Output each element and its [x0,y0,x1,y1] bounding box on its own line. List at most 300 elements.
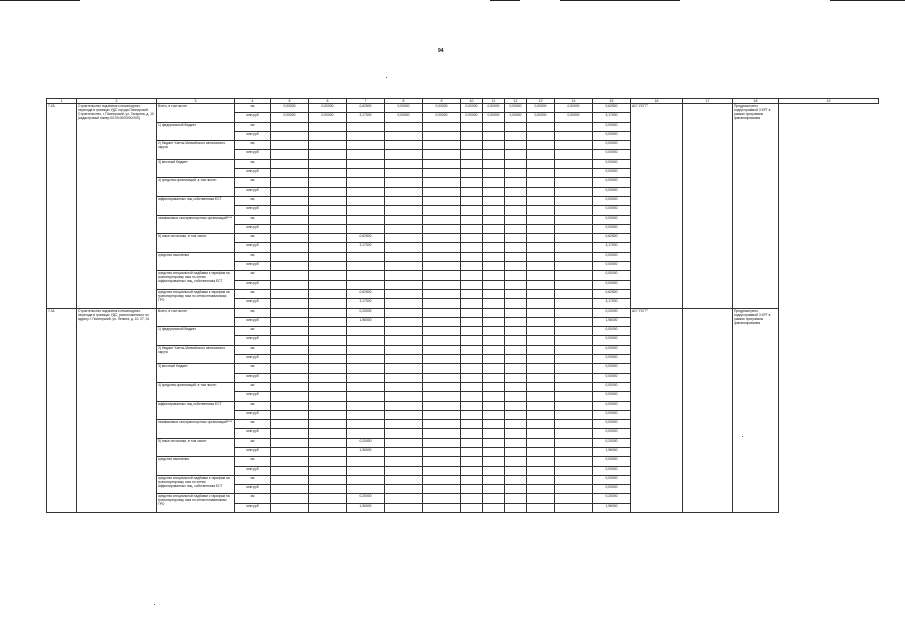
value-cell [461,196,483,205]
value-cell [385,196,423,205]
value-cell [271,392,309,401]
value-cell [385,169,423,178]
value-cell [309,159,347,168]
value-cell [271,122,309,131]
value-cell [423,494,461,503]
value-cell [527,243,555,252]
value-cell [505,373,527,382]
value-cell [385,466,423,475]
value-cell: 0,00000 [593,252,631,261]
value-cell [555,447,593,456]
column-header: 13 [527,99,555,104]
value-cell [483,429,505,438]
value-cell [385,271,423,280]
value-cell [347,159,385,168]
value-cell [309,485,347,494]
value-cell [461,373,483,382]
value-cell [505,392,527,401]
value-cell [527,373,555,382]
unit-cell: млн.руб [235,187,271,196]
value-cell [423,438,461,447]
value-cell [483,280,505,289]
value-cell [483,401,505,410]
speck [154,604,155,605]
value-cell [309,317,347,326]
value-cell [309,355,347,364]
value-cell [309,187,347,196]
value-cell [483,373,505,382]
value-cell [385,308,423,317]
value-cell [483,345,505,354]
value-cell [423,327,461,336]
value-cell [505,345,527,354]
value-cell [385,122,423,131]
unit-cell: км [235,289,271,298]
value-cell [309,429,347,438]
value-cell: 0,00000 [593,169,631,178]
value-cell [271,141,309,150]
value-cell: 1,96000 [347,447,385,456]
value-cell [527,234,555,243]
value-cell [309,280,347,289]
value-cell [555,410,593,419]
value-cell [483,141,505,150]
value-cell [271,252,309,261]
value-cell [505,159,527,168]
value-cell [423,355,461,364]
value-cell [271,429,309,438]
unit-cell: млн.руб [235,262,271,271]
value-cell [461,299,483,308]
value-cell [423,141,461,150]
value-cell [347,252,385,261]
funding-source: аффилированных лиц собственника ЕСТ [157,401,235,420]
value-cell [505,401,527,410]
value-cell [555,299,593,308]
value-cell [461,234,483,243]
value-cell [505,364,527,373]
value-cell [271,420,309,429]
value-cell [347,401,385,410]
value-cell [527,364,555,373]
value-cell [309,401,347,410]
value-cell [483,382,505,391]
value-cell [505,243,527,252]
value-cell: 0,00000 [593,466,631,475]
unit-cell: км [235,364,271,373]
value-cell [555,289,593,298]
value-cell [385,475,423,484]
value-cell: 0,00000 [271,104,309,113]
value-cell: 0,62500 [593,234,631,243]
value-cell [527,475,555,484]
value-cell [555,373,593,382]
funding-source: аффилированных лиц собственника ЕСТ [157,196,235,215]
value-cell [309,447,347,456]
unit-cell: млн.руб [235,410,271,419]
funding-source: Всего, в том числе: [157,104,235,123]
value-cell [461,317,483,326]
value-cell [271,243,309,252]
value-cell [483,122,505,131]
unit-cell: млн.руб [235,336,271,345]
column-header: 16 [631,99,683,104]
unit-cell: млн.руб [235,243,271,252]
value-cell [527,466,555,475]
value-cell: 0,00000 [593,410,631,419]
value-cell [555,169,593,178]
value-cell [505,308,527,317]
value-cell [347,187,385,196]
funding-source: 5) иные источники, в том числе: [157,438,235,457]
value-cell [309,364,347,373]
value-cell [423,475,461,484]
value-cell: 0,00000 [593,262,631,271]
value-cell [461,308,483,317]
value-cell: 0,20000 [347,308,385,317]
unit-cell: млн.руб [235,224,271,233]
column-header: 12 [505,99,527,104]
value-cell [527,327,555,336]
value-cell [423,308,461,317]
value-cell [555,252,593,261]
value-cell: 0,62500 [347,289,385,298]
value-cell [555,131,593,140]
value-cell [483,243,505,252]
value-cell [385,150,423,159]
unit-cell: млн.руб [235,131,271,140]
value-cell [555,280,593,289]
column-header: 9 [423,99,461,104]
value-cell [527,169,555,178]
speck [742,436,743,437]
value-cell [505,234,527,243]
value-cell [309,150,347,159]
value-cell [527,345,555,354]
value-cell: 0,00000 [385,113,423,122]
value-cell [423,169,461,178]
value-cell [461,364,483,373]
value-cell [423,317,461,326]
value-cell [505,475,527,484]
value-cell [461,336,483,345]
value-cell [505,196,527,205]
value-cell [271,280,309,289]
value-cell [555,485,593,494]
top-edge-line [560,0,680,1]
value-cell [347,271,385,280]
value-cell [309,131,347,140]
value-cell [385,373,423,382]
value-cell [505,169,527,178]
value-cell [423,215,461,224]
value-cell [347,429,385,438]
value-cell: 3,17000 [593,243,631,252]
value-cell [347,382,385,391]
value-cell [483,206,505,215]
value-cell [527,401,555,410]
value-cell [483,494,505,503]
value-cell [527,420,555,429]
value-cell [385,280,423,289]
value-cell [385,438,423,447]
value-cell: 0,20000 [347,494,385,503]
value-cell [271,373,309,382]
value-cell [555,150,593,159]
funding-source: 2) бюджет Ханты-Мансийского автономного округа [157,345,235,364]
unit-cell: км [235,252,271,261]
value-cell [555,317,593,326]
value-cell [385,159,423,168]
value-cell [527,485,555,494]
value-cell [483,234,505,243]
value-cell [527,271,555,280]
column-header: 11 [483,99,505,104]
value-cell [461,447,483,456]
value-cell [505,457,527,466]
value-cell [309,299,347,308]
item-number: 7.43. [47,104,77,309]
value-cell: 0,62500 [593,289,631,298]
value-cell [271,494,309,503]
value-cell [385,299,423,308]
value-cell [271,336,309,345]
value-cell: 1,96000 [347,317,385,326]
value-cell [483,447,505,456]
value-cell [347,373,385,382]
value-cell [505,466,527,475]
value-cell [483,336,505,345]
value-cell [461,327,483,336]
value-cell: 0,00000 [505,104,527,113]
funding-source: средства специальной надбавки к тарифам на транспортировку газа по сетям независимых ГРО [157,494,235,513]
value-cell [461,392,483,401]
value-cell [461,150,483,159]
value-cell [505,150,527,159]
value-cell [271,466,309,475]
value-cell [385,503,423,512]
note: Предусмотрено подпрограммой 3 КРТ в рамках программы финансирования [733,104,779,309]
value-cell: 0,20000 [593,308,631,317]
unit-cell: км [235,438,271,447]
column-header: 18 [733,99,779,104]
value-cell [271,178,309,187]
value-cell: 0,00000 [593,392,631,401]
value-cell [385,141,423,150]
value-cell [555,178,593,187]
value-cell: 3,17000 [347,243,385,252]
value-cell [309,308,347,317]
value-cell [555,327,593,336]
value-cell [461,215,483,224]
unit-cell: км [235,215,271,224]
value-cell [347,475,385,484]
funding-source: 3) местный бюджет [157,364,235,383]
column-header: 6 [309,99,347,104]
value-cell [385,494,423,503]
value-cell [461,429,483,438]
column-header: 10 [461,99,483,104]
value-cell [271,438,309,447]
value-cell [423,401,461,410]
value-cell [309,289,347,298]
value-cell [309,271,347,280]
value-cell [423,224,461,233]
value-cell [461,420,483,429]
value-cell [347,345,385,354]
value-cell [347,141,385,150]
value-cell [461,345,483,354]
value-cell [527,252,555,261]
page-number: 94 [438,48,444,54]
value-cell [527,438,555,447]
value-cell [461,252,483,261]
value-cell [555,503,593,512]
value-cell [483,475,505,484]
unit-cell: млн.руб [235,503,271,512]
value-cell [423,345,461,354]
value-cell [461,159,483,168]
value-cell [309,327,347,336]
value-cell [347,336,385,345]
value-cell: 0,00000 [593,187,631,196]
unit-cell: млн.руб [235,466,271,475]
value-cell [555,234,593,243]
unit-cell: км [235,308,271,317]
value-cell [347,420,385,429]
funding-source: независимых газотранспортных организаций**** [157,215,235,234]
value-cell [347,410,385,419]
value-cell [461,280,483,289]
value-cell [271,206,309,215]
value-cell: 0,00000 [527,113,555,122]
value-cell: 0,00000 [593,159,631,168]
value-cell: 3,17000 [347,113,385,122]
value-cell [555,457,593,466]
funding-source: средства специальной надбавки к тарифам на транспортировку газа по сетям независимых ГРО [157,289,235,308]
value-cell [385,336,423,345]
value-cell [461,503,483,512]
value-cell [555,364,593,373]
value-cell [505,327,527,336]
value-cell [527,141,555,150]
unit-cell: км [235,104,271,113]
value-cell: 0,00000 [593,401,631,410]
value-cell [347,327,385,336]
value-cell [555,355,593,364]
note: Предусмотрено подпрограммой 3 КРТ в рамках программы финансирования [733,308,779,513]
value-cell: 0,00000 [593,355,631,364]
value-cell [505,280,527,289]
value-cell [461,485,483,494]
value-cell: 0,00000 [593,280,631,289]
object-description: Строительство подземного пешеходного перехода в границах УДС города Пионерский. Строительство, г. Пионерский, ул. Гагарина, д. 10 (кадастровый номер 00:00:0000000:000) [77,104,157,309]
value-cell [461,271,483,280]
value-cell [271,345,309,354]
value-cell: 0,00000 [593,178,631,187]
unit-cell: км [235,327,271,336]
unit-cell: млн.руб [235,429,271,438]
value-cell [271,447,309,456]
value-cell [505,289,527,298]
value-cell [527,392,555,401]
value-cell [461,355,483,364]
value-cell: 0,62500 [347,104,385,113]
value-cell [271,503,309,512]
value-cell [423,243,461,252]
value-cell [461,178,483,187]
column-header: 14 [555,99,593,104]
value-cell [555,224,593,233]
value-cell [309,169,347,178]
value-cell: 0,00000 [593,271,631,280]
value-cell [271,401,309,410]
value-cell [385,131,423,140]
value-cell [271,262,309,271]
value-cell [483,289,505,298]
value-cell [271,224,309,233]
unit-cell: км [235,122,271,131]
value-cell [483,355,505,364]
value-cell [385,289,423,298]
value-cell [555,392,593,401]
value-cell [527,150,555,159]
value-cell [555,215,593,224]
value-cell [423,178,461,187]
value-cell [461,457,483,466]
value-cell [385,243,423,252]
value-cell [555,308,593,317]
unit-cell: км [235,494,271,503]
value-cell [347,457,385,466]
value-cell [309,178,347,187]
value-cell [555,336,593,345]
value-cell [309,466,347,475]
value-cell [271,169,309,178]
value-cell [347,178,385,187]
value-cell [483,252,505,261]
value-cell [347,131,385,140]
value-cell [505,178,527,187]
value-cell [505,494,527,503]
funding-source: 3) местный бюджет [157,159,235,178]
value-cell [461,401,483,410]
value-cell [505,122,527,131]
value-cell [309,392,347,401]
value-cell [555,196,593,205]
value-cell [309,438,347,447]
value-cell [271,308,309,317]
value-cell [309,410,347,419]
value-cell [423,336,461,345]
value-cell [483,317,505,326]
value-cell [271,327,309,336]
value-cell [347,485,385,494]
value-cell [347,466,385,475]
value-cell [385,420,423,429]
value-cell [483,159,505,168]
value-cell [527,196,555,205]
value-cell [505,262,527,271]
value-cell [483,503,505,512]
value-cell [423,364,461,373]
value-cell [309,206,347,215]
value-cell [423,150,461,159]
value-cell: 0,00000 [593,382,631,391]
value-cell [385,178,423,187]
value-cell [347,122,385,131]
value-cell: 0,00000 [555,113,593,122]
